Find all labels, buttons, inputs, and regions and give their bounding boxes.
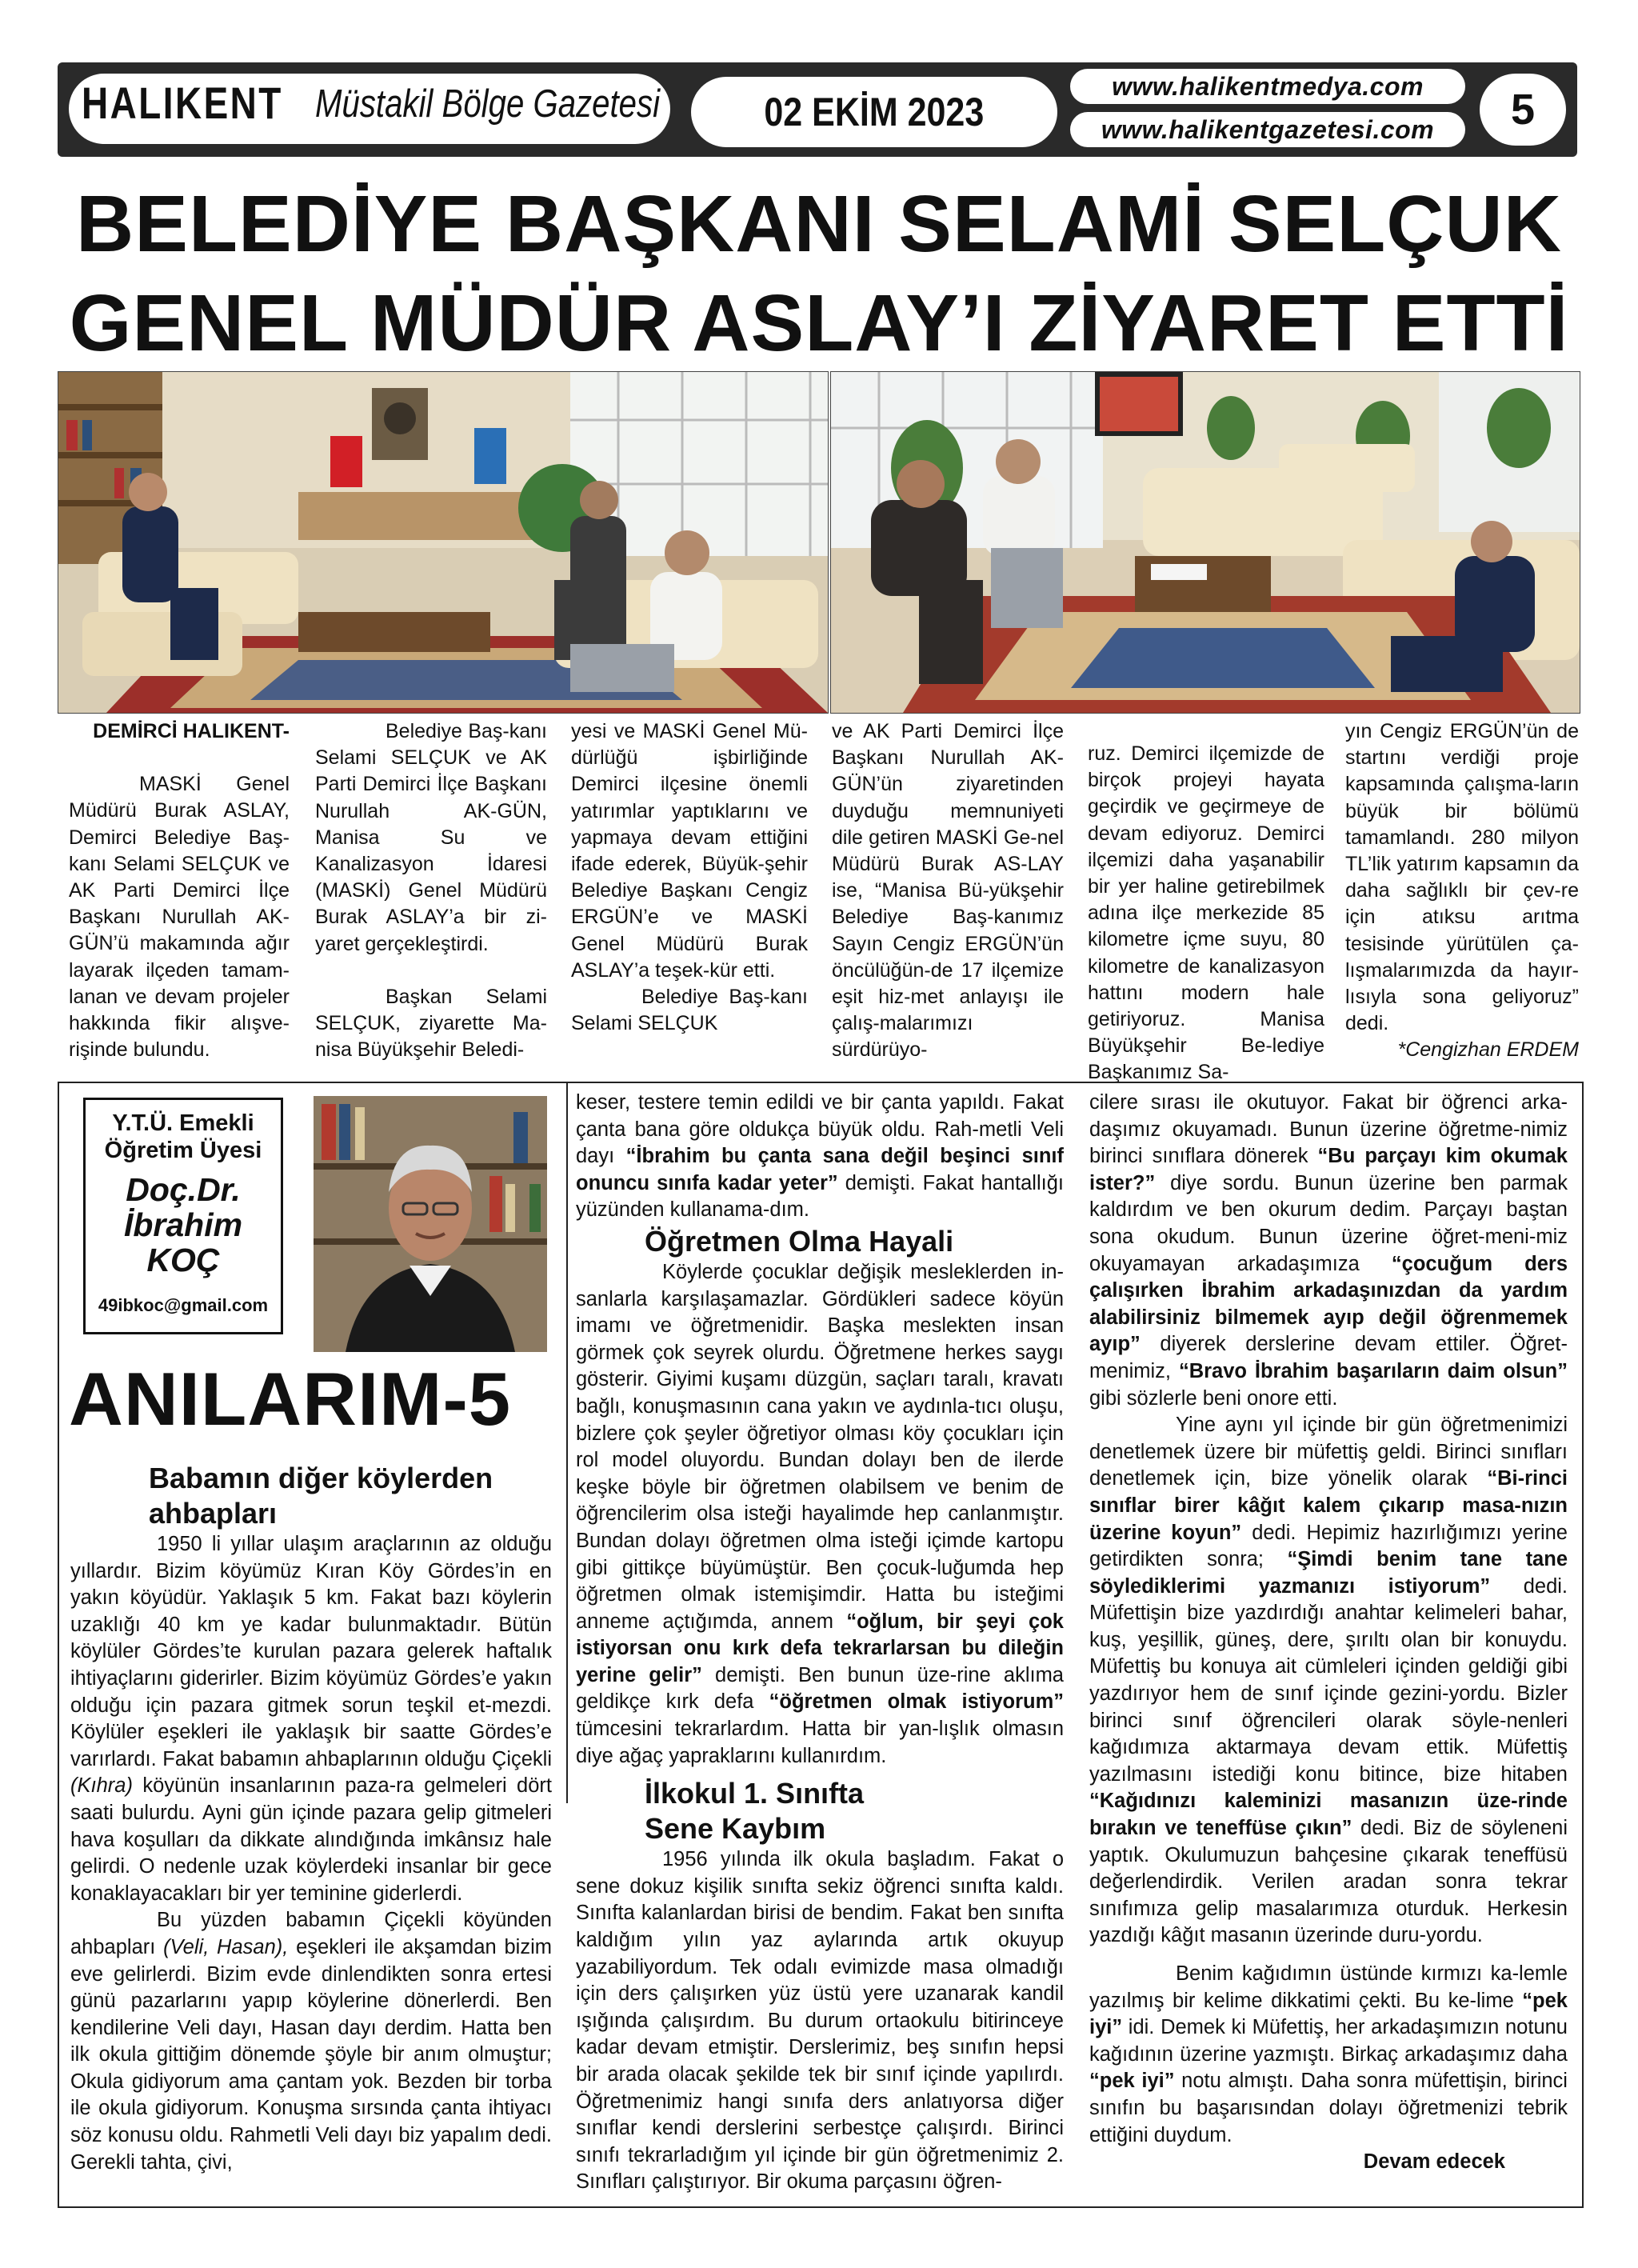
article-dateline: DEMİRCİ HALIKENT- (93, 720, 290, 742)
continued-note: Devam edecek (1363, 2150, 1505, 2174)
author-box (83, 1098, 283, 1334)
article-col-4-text: ve AK Parti Demirci İlçe Başkanı Nurullah AK-GÜN’ün ziyaretinden duyduğu memnuniyeti dile getiren MASKİ Ge-nel Müdürü Burak AS-LAY ise, “Manisa Bü-yükşehir Belediye Baş-kanımız Sayın Cengiz ERGÜN’ün öncülüğün-de 17 ilçemize eşit hiz-met anlayışı ile çalış-malarımızı sürdürüyo- (832, 720, 1064, 1062)
memoir-left-p2: Bu yüzden babamın Çiçekli köyünden ahbapları (Veli, Hasan), eşekleri ile akşamdan bizim eve gelirlerdi. Bizim evde dinlendikten sonra ertesi günü pazarlarını yapıp köylerine dönerlerdi. Ben kendilerine Veli dayı, Hasan dayı derdim. Hatta ben ilk okula gittiğim dönemde şöyle bir anım olmuştur; Okula gidiyorum ama çantam yok. Bezden bir torba ile okula gidiyorum. Konuşma sırsında çanta ihtiyacı söz konusu oldu. Rahmetli Veli dayı biz yapalım dedi. Gerekli tahta, çivi, (70, 1909, 552, 2174)
issue-date: 02 EKİM 2023 (691, 77, 1057, 147)
memoir-right-p2: Yine aynı yıl içinde bir gün öğretmenimizi denetlemek üzere bir müfettiş geldi. Birinci sınıfları denetlemek için, bize yönelik olarak “Bi-rinci sınıflar birer kâğıt kalem çıkarıp masa-nızın üzerine koyun” dedi. Hepimiz hazırlığımızı yerine getirdikten sonra; “Şimdi benim tane tane söylediklerimi yazmanızı istiyorum” dedi. Müfettişin bize yazdırdığı anahtar kelimeleri bahar, kuş, yeşillik, güneş, dere, şırıltı olan bir konuydu. Müfettiş bu konuya ait cümleleri içinden geldiği gibi yazdırıyor hem de sınıf içinde gezini-yordu. Bizler birinci sınıf öğrencileri olarak söyle-nenleri kağıdımıza aktarmaya devam ettik. Müfettiş yazılmasını istediği konu bitince, bize hitaben “Kağıdınızı kaleminizi masanızın üze-rinde bırakın ve teneffüse çıkın” dedi. Biz de söyleneni yaptık. Okulumuzun bahçesine çıkarak teneffüsü değerlendirdik. Verilen aradan sonra tekrar sınıfımıza gelip masalarımıza oturduk. Herkesin yazdığı kâğıt masanın üzerinde duru-yordu. (1089, 1414, 1568, 1947)
memoir-heading-first-grade: İlkokul 1. Sınıfta Sene Kaybım (645, 1777, 865, 1846)
article-col-3 (571, 718, 808, 1037)
author-title: Y.T.Ü. Emekli Öğretim Üyesi (104, 1110, 262, 1163)
author-email[interactable]: 49ibkoc@gmail.com (98, 1295, 269, 1315)
memoir-left-p1: 1950 li yıllar ulaşım araçlarının az olduğu yıllardır. Bizim köyümüz Kıran Köy Gördes’in en yakın köyüdür. Yaklaşık 5 km. Fakat bazı köylerin uzaklığı 40 km ye kadar bulunmaktadır. Bütün köylüler Gördes’te kurulan pazara gelerek haftalık ihtiyaçlarını giderirler. Bizim köyümüz Gördes’e yakın olduğu için pazara gitmek sorun teşkil et-mezdi. Köylüler eşekleri ile yaklaşık bir saatte Gördes’e varırlardı. Fakat babamın ahbaplarının olduğu Çiçekli (Kıhra) köyünün insanlarının paza-ra gelmeleri dört saati bulurdu. Ayni gün içinde pazara gelip gitmeleri hava koşulları da dikkate alındığında imkânsız hale gelirdi. O nedenle uzak köylerdeki insanlar bir gece konaklayacakları bir yer teminine giderlerdi. (70, 1533, 552, 1905)
article-col-3-text-a: yesi ve MASKİ Genel Mü-dürlüğü işbirliğinde Demirci ilçesine önemli yatırımlar yaptıklarını ve yapmaya devam ettiğini ifade ederek, Büyük-şehir Belediye Başkanı Cengiz ERGÜN’e ve MASKİ Genel Müdürü Burak ASLAY’a teşek-kür etti. (571, 720, 808, 982)
column-subtitle-1: Babamın diğer köylerden ahbapları (149, 1462, 493, 1530)
article-col-5 (1088, 741, 1324, 1086)
paper-title (82, 77, 661, 129)
article-col-2-text-b: Başkan Selami SELÇUK, ziyarette Ma-nisa Büyükşehir Beledi- (315, 985, 547, 1062)
article-col-2 (315, 718, 547, 1063)
memoir-right-p3: Benim kağıdımın üstünde kırmızı ka-lemle yazılmış bir kelime dikkatimi çekti. Bu ke-lime “pek iyi” idi. Demek ki Müfettiş, her arkadaşımızın notunu kağıdının üzerine yazmıştı. Birkaç arkadaşımız daha “pek iyi” notu almıştı. Daha sonra müfettişin, birinci sınıfın bu başarısından dolayı öğretmenizi tebrik ettiğini duydum. (1089, 1962, 1568, 2146)
paper-name: HALIKENT (82, 78, 283, 128)
memoir-mid-p3: 1956 yılında ilk okula başladım. Fakat o sene dokuz kişilik sınıfta sekiz öğrenci sınıfta kaldı. Sınıfta kalanlardan birisi de bendim. Fakat ben sınıfta kaldığım yılın yaz aylarında artık okuyup yazabiliyordum. Tek odalı evimizde masa olmadığı için ders çalışırken yüz üstü yere uzanarak kandil ışığında çalışırdım. Bu durum ortaokulu bitirinceye kadar devam etmiştir. Derslerimiz, beş sınıfın hepsi bir arada olacak şekilde tek bir sınıf içinde yapılırdı. Öğretmenimiz hangi sınıfa ders anlatıyorsa diğer sınıflar kendi derslerini serbestçe çalışırdı. Birinci sınıfı tekrarladığım yıl içinde bir gün öğretmenimiz 2. Sınıfları çalıştırıyor. Bir okuma parçasını öğren- (576, 1848, 1064, 2194)
paper-subtitle: Müstakil Bölge Gazetesi (315, 82, 661, 126)
memoir-mid-p2: Köylerde çocuklar değişik mesleklerden in-sanlarla karşılaşamazlar. Gördükleri sadece köyün imamı ve öğretmenidir. Başka meslekten insan görmek çok seyrek olurdu. Öğretmene herkes saygı gösterir. Giyimi kuşamı düzgün, saçları taralı, kravatı bağlı, konuşmasının cana yakın ve aydınla-tıcı oluşu, bizlere çok şeyler öğretiyor olması köy çocukları için rol model oluyordu. Bundan dolayı ben de ilerde keşke böyle bir öğretmen olabilsem ve benim de öğrencilerim olsa isteği hayalimde hep canlanmıştır. Bundan dolayı öğretmen olma isteği içimde kartopu gibi gittikçe büyümüştür. Ben çocuk-luğumda hep öğretmen olmak istemişimdir. Hatta bu isteğimi anneme açtığımda, annem “oğlum, bir şeyi çok istiyorsan onu kırk defa tekrarlarsan bu dileğin yerine gelir” demişti. Ben bunun üze-rine aklıma geldikçe kırk defa “öğretmen olmak istiyorum” tümcesini tekrarlardım. Hatta bir yan-lışlık olmasın diye ağaç yapraklarını kullanırdım. (576, 1260, 1065, 1767)
photo-office-meeting-2 (830, 371, 1580, 714)
main-headline (58, 174, 1580, 373)
article-col-3-text-b: Belediye Baş-kanı Selami SELÇUK (571, 986, 808, 1035)
memoir-col-right (1089, 1090, 1568, 2176)
photo-office-meeting-1 (58, 371, 829, 714)
article-col-4 (832, 718, 1064, 1064)
column-divider (566, 1083, 568, 1803)
memoir-heading-teacher-dream: Öğretmen Olma Hayali (645, 1224, 954, 1258)
memoir-mid-p1: keser, testere temin edildi ve bir çanta yapıldı. Fakat çanta bana göre oldukça büyük oldu. Rah-metli Veli dayı “İbrahim bu çanta sana değil beşinci sınıf onuncu sınıfa kadar yeter” demişti. Fakat hantallığı yüzünden kullanama-dım. (576, 1091, 1064, 1222)
article-col-6 (1345, 718, 1579, 1064)
website-link-1[interactable]: www.halikentmedya.com (1070, 69, 1465, 104)
memoir-right-p1: cilere sırası ile okutuyor. Fakat bir öğrenci arka-daşımız okuyamadı. Bunun üzerine öğretme-nimiz birinci sınıflara dönerek “Bu parçayı kim okumak ister?” diye sordu. Bunun üzerine ben parmak kaldırdım ve ben okurum dedim. Parçayı baştan sona okudum. Bunun üzerine öğret-meni-miz okuyamayan arkadaşımıza “çocuğum ders çalışırken İbrahim arkadaşınızdan da yardım alabilirsiniz bilmemek ayıp değil öğrenmemek ayıp” diyerek derslerine devam ettiler. Öğret-menimiz, “Bravo İbrahim başarıların daim olsun” gibi sözlerle beni onore etti. (1089, 1091, 1568, 1410)
article-col-5-text: ruz. Demirci ilçemizde de birçok projeyi hayata geçirdik ve geçirmeye de devam ediyoruz. Demirci ilçemizi daha yaşanabilir bir yer haline getirebilmek adına ilçe merkezide 85 kilometre içme suyu, 80 kilometre de kanalizasyon hattını modern hale getiriyoruz. Manisa Büyükşehir Be-lediye Başkanımız Sa- (1088, 742, 1324, 1084)
article-signature: *Cengizhan ERDEM (1397, 1038, 1579, 1062)
headline-line-2: GENEL MÜDÜR ASLAY’I ZİYARET ETTİ (69, 278, 1569, 368)
memoir-col-middle (576, 1090, 1064, 2196)
page-number: 5 (1480, 74, 1566, 146)
headline-line-1: BELEDİYE BAŞKANI SELAMİ SELÇUK (76, 179, 1562, 269)
column-series-title: ANILARIM-5 (69, 1357, 512, 1441)
article-col-2-text-a: Belediye Baş-kanı Selami SELÇUK ve AK Parti Demirci İlçe Başkanı Nurullah AK-GÜN, Manisa Su ve Kanalizasyon İdaresi (MASKİ) Genel Müdürü Burak ASLAY’a bir zi-yaret gerçekleştirdi. (315, 720, 547, 955)
author-name: Doç.Dr. İbrahim KOÇ (123, 1171, 243, 1278)
article-col-1 (69, 718, 290, 1063)
article-col-1-text: MASKİ Genel Müdürü Burak ASLAY, Demirci Belediye Baş-kanı Selami SELÇUK ve AK Parti Demirci İlçe Başkanı Nurullah AK-GÜN’ü makamında ağır layarak ilçeden tamam-lanan ve devam projeler hakkında fikir alışve-rişinde bulundu. (69, 773, 290, 1062)
article-col-6-text: yın Cengiz ERGÜN’ün de startını verdiği proje kapsamında çalışma-ların büyük bir bölümü tamamlandı. 280 milyon TL’lik yatırım kapsamın da daha sağlıklı bir çev-re için atıksu arıtma tesisinde yürütülen ça-lışmalarımızda da hayır-lısıyla sona geliyoruz” dedi. (1345, 720, 1579, 1035)
website-link-2[interactable]: www.halikentgazetesi.com (1070, 112, 1465, 147)
author-photo (314, 1096, 547, 1352)
memoir-col-left (70, 1531, 552, 2176)
